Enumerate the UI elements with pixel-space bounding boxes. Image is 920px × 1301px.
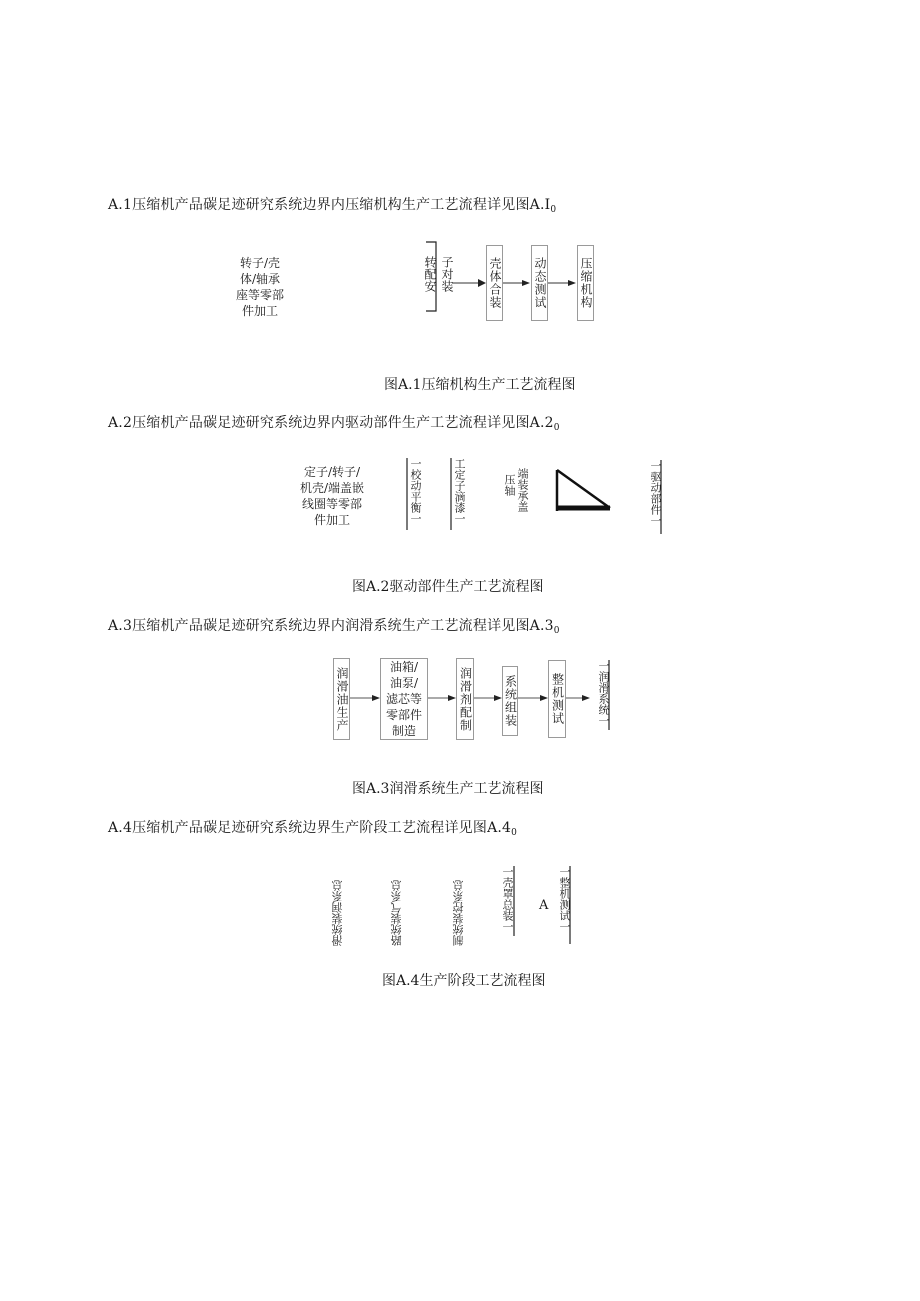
fig2-start-node xyxy=(292,464,372,528)
fig1-start-line: 转子/壳 xyxy=(239,256,281,270)
fig1-start-node xyxy=(228,255,292,319)
fig3-box-system-assembly: 系统组装 xyxy=(502,666,518,736)
fig4-col-lubrication-assembly: 滑统装润系总 xyxy=(331,880,344,946)
fig3-box-parts-manufacture xyxy=(380,658,428,740)
fig3-box2-line: 滤芯等 xyxy=(385,692,422,706)
fig2-start-line: 机壳/端盖嵌 xyxy=(299,481,365,495)
fig4-col-gas-circuit-assembly: 路统装气系总 xyxy=(390,880,403,946)
fig4-col-control-assembly: 制统装控系总 xyxy=(452,880,465,946)
fig2-end-drive-unit: 一驱动部件一 xyxy=(649,460,662,526)
fig2-step-balancing: 一校动平衡一 xyxy=(409,458,422,524)
fig4-caption: 图A.4生产阶段工艺流程图 xyxy=(382,973,546,989)
fig1-caption: 图A.1压缩机构生产工艺流程图 xyxy=(384,377,576,393)
fig1-bracket-left-label: 转配安 xyxy=(423,256,437,292)
fig3-box2-line: 制造 xyxy=(391,724,416,738)
fig2-step-stator-dipping: 工定子滴漆一 xyxy=(453,458,466,524)
fig1-box-dynamic-test: 动态测试 xyxy=(531,245,548,321)
fig2-start-line: 定子/转子/ xyxy=(303,465,361,479)
fig3-box-lubricant-blending: 润滑剂配制 xyxy=(456,658,474,740)
fig2-start-line: 线圈等零部 xyxy=(301,497,362,511)
fig1-start-line: 件加工 xyxy=(241,304,278,318)
fig1-start-line: 体/轴承 xyxy=(239,272,281,286)
fig3-box-oil-production: 润滑油生产 xyxy=(333,658,350,740)
fig3-box2-line: 油泵/ xyxy=(389,676,419,690)
fig1-start-line: 座等零部 xyxy=(235,288,284,302)
section-2-intro: A.2压缩机产品碳足迹研究系统边界内驱动部件生产工艺流程详见图$A.2_0$ xyxy=(108,415,560,433)
fig1-box-compression-mechanism: 压缩机构 xyxy=(577,245,594,321)
fig4-arrow-label: A xyxy=(539,898,549,913)
fig2-step-press-left: 压轴 xyxy=(503,474,516,496)
fig3-box-machine-test: 整机测试 xyxy=(548,660,566,738)
fig2-step-press-right: 端装承盖 xyxy=(516,468,529,512)
section-3-intro: A.3压缩机产品碳足迹研究系统边界内润滑系统生产工艺流程详见图$A.3_0$ xyxy=(108,618,560,636)
fig1-bracket-right-label: 子对装 xyxy=(440,256,454,292)
fig2-caption: 图A.2驱动部件生产工艺流程图 xyxy=(352,579,544,595)
section-1-intro: A.1压缩机产品碳足迹研究系统边界内压缩机构生产工艺流程详见图$A.I_0$ xyxy=(108,197,557,215)
section-4-intro: A.4压缩机产品碳足迹研究系统边界生产阶段工艺流程详见图$A.4_0$ xyxy=(108,820,518,838)
fig4-end-machine-test: 一整机测试一 xyxy=(558,866,571,932)
fig3-box2-line: 零部件 xyxy=(385,708,422,722)
fig4-col-housing-assembly: 一壳罩总装一 xyxy=(501,866,514,932)
fig2-start-line: 件加工 xyxy=(313,513,350,527)
fig3-box2-line: 油箱/ xyxy=(389,660,419,674)
fig3-end-lubrication-system: 一润滑系统一 xyxy=(597,660,610,726)
fig1-box-housing-assembly: 壳体合装 xyxy=(486,245,503,321)
fig3-caption: 图A.3润滑系统生产工艺流程图 xyxy=(352,781,544,797)
